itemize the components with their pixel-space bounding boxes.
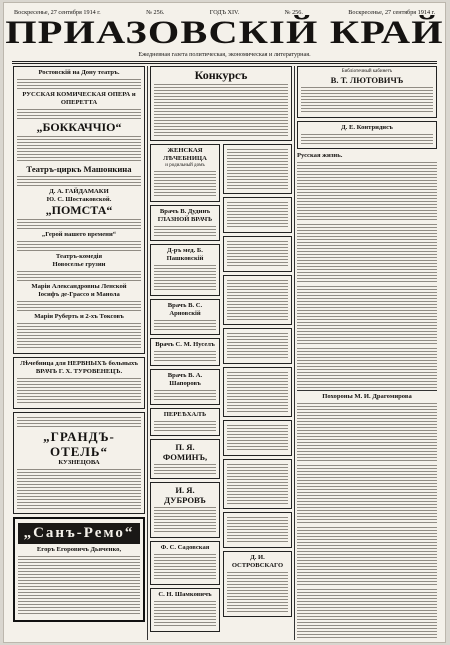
article-text xyxy=(297,348,437,388)
doctor4-name: Врачъ С. М. Нуселъ xyxy=(155,341,215,349)
hotel-name: „ГРАНДЪ-ОТЕЛЬ“ xyxy=(43,429,115,459)
sanremo-name: „Санъ-Ремо“ xyxy=(18,523,140,544)
text-block xyxy=(227,425,288,451)
opera-title: РУССКАЯ КОМИЧЕСКАЯ ОПЕРА и ОПЕРЕТТА xyxy=(22,91,136,106)
theatre-ad xyxy=(13,66,145,354)
text-block xyxy=(227,149,288,189)
ad-box xyxy=(223,197,292,233)
text-block xyxy=(18,556,140,616)
text-block xyxy=(154,320,216,330)
year: ГОДЪ XIV. xyxy=(209,9,240,16)
text-block xyxy=(154,84,288,124)
grasso: Іосифъ де-Грассо и Манола xyxy=(38,291,120,298)
dubrov-ad xyxy=(150,482,220,538)
ad-box xyxy=(223,420,292,456)
masthead-rule-bottom xyxy=(12,63,437,64)
moved-label: ПЕРЕѢХАЛЪ xyxy=(163,411,207,419)
text-block xyxy=(154,601,216,627)
ostrovsky-name: Д. И. ОСТРОВСКАГО xyxy=(231,554,284,569)
column-right xyxy=(297,66,437,640)
newspaper-title: ПРИАЗОВСКIЙ КРАЙ xyxy=(5,15,444,51)
text-block xyxy=(17,79,141,89)
women-clinic-sub: и родильный домъ xyxy=(165,163,205,168)
doctor-ad xyxy=(150,205,220,241)
theatre-header: Ростовскiй на Дону театръ. xyxy=(38,69,120,76)
section-divider xyxy=(297,390,437,391)
clinic-header: Лѣчебница для НЕРВНЫХЪ больныхъ xyxy=(20,360,138,367)
shamkovich-ad xyxy=(150,588,220,632)
date-right: Воскресенье, 27 сентября 1914 г. xyxy=(348,9,435,16)
issue-right: № 256. xyxy=(284,9,303,16)
article-text xyxy=(297,465,437,525)
kontridis-name: Д. Е. Контридисъ xyxy=(341,124,393,132)
text-block xyxy=(17,469,141,509)
sanremo-owner: Егоръ Егоровичъ Дьяченко, xyxy=(36,546,122,553)
lenskaya: Марiи Александровны Ленской xyxy=(31,283,127,290)
text-block xyxy=(17,301,141,311)
ad-box xyxy=(223,275,292,325)
somin-name: П. Я. ФОМИНЪ, xyxy=(162,442,208,463)
article-text xyxy=(297,403,437,463)
library-ad xyxy=(297,66,437,118)
text-block xyxy=(227,464,288,504)
hotel-ad xyxy=(13,412,145,514)
newspaper-page xyxy=(4,3,445,642)
middle-ads-left xyxy=(150,144,220,635)
article-text xyxy=(297,589,437,640)
text-block xyxy=(17,176,141,186)
date-left: Воскресенье, 27 сентября 1914 г. xyxy=(14,9,101,16)
text-block xyxy=(17,109,141,119)
shamkovich-name: С. Н. Шамковичъ xyxy=(158,591,212,599)
circus-title: Театръ-циркъ Машонкина xyxy=(26,164,132,174)
text-block xyxy=(17,417,141,427)
text-block xyxy=(301,87,433,113)
doctor2-name: Д-ръ мед. Б. Пашковскiй xyxy=(166,247,204,263)
konkurs-notice xyxy=(150,66,292,141)
doctor1-name: Врачъ В. Дудинъ xyxy=(159,208,211,216)
text-block xyxy=(154,351,216,361)
women-clinic: ЖЕНСКАЯ ЛѢЧЕБНИЦА xyxy=(163,147,207,162)
text-block xyxy=(227,241,288,267)
hero-title: „Герой нашего времени“ xyxy=(41,231,117,238)
doctor-ad xyxy=(150,369,220,405)
doctor-ad xyxy=(150,244,220,296)
text-block xyxy=(227,280,288,320)
text-block xyxy=(227,517,288,543)
shostakovsky: Ю. С. Шостаковской. xyxy=(46,196,112,203)
text-block xyxy=(227,572,288,612)
konkurs-title: Конкурсъ xyxy=(194,68,248,82)
comedy-title: Театръ-комедiя xyxy=(55,253,103,260)
text-block xyxy=(17,136,141,162)
pomsta-title: „ПОМСТА“ xyxy=(45,203,113,217)
article-text xyxy=(297,527,437,587)
ad-box xyxy=(223,512,292,548)
newspaper-subtitle: Ежедневная газета политическая, экономическая и литературная. xyxy=(138,51,311,58)
ad-box xyxy=(223,459,292,509)
dragomirov-heading: Похороны М. И. Драгомирова xyxy=(322,393,412,401)
ostrovsky-ad xyxy=(223,551,292,617)
ad-box xyxy=(223,328,292,364)
column-middle xyxy=(150,66,292,640)
doctor5-name: Врачъ В. А. Шапоровъ xyxy=(167,372,203,388)
issue-left: № 256. xyxy=(146,9,165,16)
text-block xyxy=(154,464,216,474)
column-divider-2 xyxy=(294,66,295,640)
lyutovich-name: В. Т. ЛЮТОВИЧЪ xyxy=(330,75,404,86)
text-block xyxy=(17,219,141,229)
text-block xyxy=(17,323,141,349)
ad-box xyxy=(223,144,292,194)
doctor-ad xyxy=(150,338,220,366)
text-block xyxy=(154,126,288,136)
text-block xyxy=(227,372,288,412)
text-block xyxy=(154,265,216,291)
text-block xyxy=(17,271,141,281)
text-block xyxy=(301,134,433,144)
show-title: „БОККАЧЧIО“ xyxy=(36,120,122,134)
sadovsky-ad xyxy=(150,541,220,585)
women-clinic-ad xyxy=(150,144,220,202)
rubert: Марiи Руберть и 2-хъ Токсовъ xyxy=(34,313,124,320)
text-block xyxy=(227,202,288,228)
dubrov-name: И. Я. ДУБРОВЪ xyxy=(164,485,206,506)
clinic-doctor: ВРАЧЪ Г. Х. ТУРОВЕНЕЦЪ. xyxy=(35,368,123,375)
comedy-name: Новоселье грузии xyxy=(52,261,106,268)
somin-ad xyxy=(150,439,220,479)
text-block xyxy=(154,226,216,236)
text-block xyxy=(154,554,216,580)
ad-box xyxy=(223,236,292,272)
nervous-clinic-ad xyxy=(13,357,145,409)
doctor-ad xyxy=(150,299,220,335)
library-label: Библiотечный кабинетъ xyxy=(341,69,393,74)
text-block xyxy=(17,241,141,251)
text-block xyxy=(17,378,141,404)
article-text xyxy=(297,224,437,284)
text-block xyxy=(154,507,216,533)
gaidamaki: Д. А. ГАЙДАМАКИ xyxy=(49,188,109,195)
middle-ads-grid xyxy=(150,144,292,635)
doctor3-name: Врачъ В. С. Арновскiй xyxy=(167,302,203,318)
sanremo-ad xyxy=(13,517,145,622)
kontridis-ad xyxy=(297,121,437,149)
ad-box xyxy=(223,367,292,417)
moved-notice xyxy=(150,408,220,436)
middle-ads-right xyxy=(223,144,292,635)
hotel-owner: КУЗНЕЦОВА xyxy=(58,459,100,466)
text-block xyxy=(154,171,216,197)
column-left xyxy=(13,66,145,640)
column-divider-1 xyxy=(147,66,148,640)
doctor1-spec: ГЛАЗНОЙ ВРАЧЪ xyxy=(157,216,213,224)
russian-life-heading: Русская жизнь. xyxy=(297,152,343,160)
sadovsky-name: Ф. С. Садовская xyxy=(160,544,210,552)
masthead-rule-top xyxy=(12,61,437,62)
article-text xyxy=(297,162,437,222)
text-block xyxy=(227,333,288,359)
article-text xyxy=(297,286,437,346)
text-block xyxy=(154,390,216,400)
text-block xyxy=(154,421,216,431)
